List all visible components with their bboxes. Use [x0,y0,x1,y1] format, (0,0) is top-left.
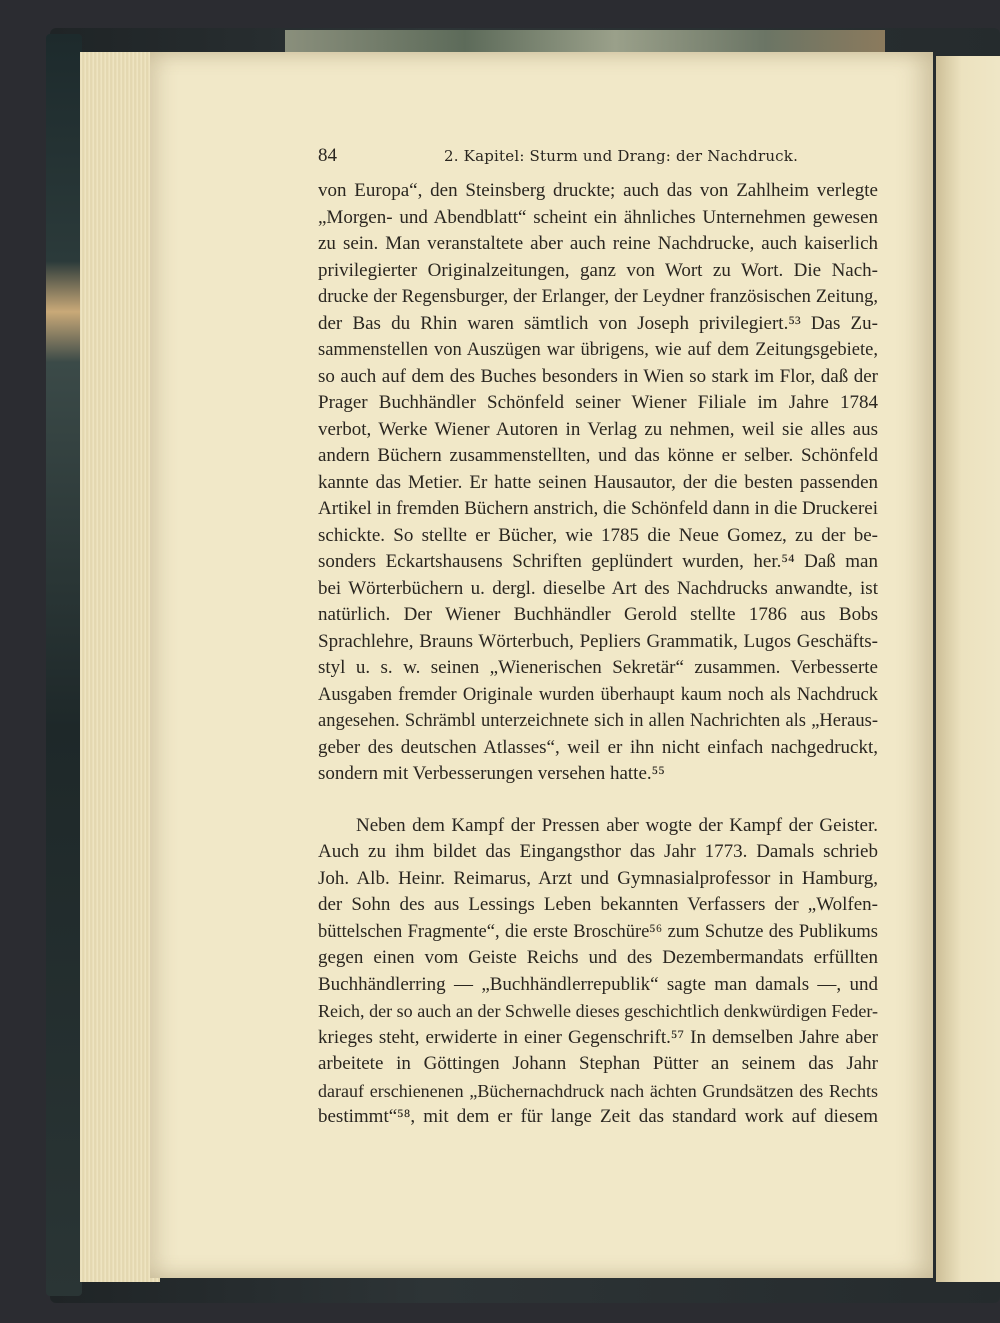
text-line: der Sohn des aus Lessings Leben bekannten Verfassers der „Wolfen- [318,894,878,915]
paragraph [318,813,878,1131]
text-line: sammenstellen von Auszügen war übrigens, wie auf dem Zeitungsgebiete, [318,340,878,360]
page-header [318,145,878,171]
text-line: „Morgen- und Abendblatt“ scheint ein ähnliches Unternehmen gewesen [318,206,878,228]
text-line: Artikel in fremden Büchern anstrich, die Schönfeld dann in die Druckerei [318,498,878,519]
text-line: Reich, der so auch an der Schwelle dieses geschichtlich denkwürdigen Feder- [318,1001,878,1021]
text-line: Neben dem Kampf der Pressen aber wogte der Kampf der Geister. [356,814,878,836]
text-line: sondern mit Verbesserungen versehen hatte.⁵⁵ [318,763,665,784]
marbled-edge [285,30,885,54]
text-line: kannte das Metier. Er hatte seinen Hausautor, der die besten passenden [318,471,878,493]
text-line: bestimmt“⁵⁸, mit dem er für lange Zeit das standard work auf diesem [318,1106,878,1127]
text-line: krieges steht, erwiderte in einer Gegenschrift.⁵⁷ In demselben Jahre aber [318,1026,878,1048]
text-line: der Bas du Rhin waren sämtlich von Joseph privilegiert.⁵³ Das Zu- [318,312,878,334]
body-text [318,178,878,1131]
text-line: styl u. s. w. seinen „Wienerischen Sekretär“ zusammen. Verbesserte [318,657,878,678]
text-line: schickte. So stellte er Bücher, wie 1785 die Neue Gomez, zu der be- [318,524,878,546]
facing-page-edge [936,56,1000,1282]
text-line: bei Wörterbüchern u. dergl. dieselbe Art des Nachdrucks anwandte, ist [318,577,878,599]
text-line: privilegierter Originalzeitungen, ganz von Wort zu Wort. Die Nach- [318,259,878,281]
page-number: 84 [318,145,337,166]
text-line: büttelschen Fragmente“, die erste Broschüre⁵⁶ zum Schutze des Publikums [318,921,878,942]
text-line: angesehen. Schrämbl unterzeichnete sich in allen Nachrichten als „Heraus- [318,711,878,731]
running-title: 2. Kapitel: Sturm und Drang: der Nachdruck. [444,147,799,165]
text-line: Buchhändlerring — „Buchhändlerrepublik“ sagte man damals —, und [318,973,878,995]
text-line: geber des deutschen Atlasses“, weil er ihn nicht einfach nachgedruckt, [318,736,878,758]
text-line: Ausgaben fremder Originale wurden überhaupt kaum noch als Nachdruck [318,684,878,705]
text-line: gegen einen vom Geiste Reichs und des Dezembermandats erfüllten [318,947,878,968]
text-line: darauf erschienenen „Büchernachdruck nach ächten Grundsätzen des Rechts [318,1080,878,1101]
book-spine [46,34,82,1296]
text-line: Sprachlehre, Brauns Wörterbuch, Pepliers Grammatik, Lugos Geschäfts- [318,630,878,652]
text-line: arbeitete in Göttingen Johann Stephan Pütter an seinem das Jahr [318,1053,878,1074]
paragraph [318,178,878,788]
text-line: so auch auf dem des Buches besonders in Wien so stark im Flor, daß der [318,365,878,387]
text-line: Auch zu ihm bildet das Eingangsthor das Jahr 1773. Damals schrieb [318,841,878,862]
text-line: sonders Eckartshausens Schriften geplündert wurden, her.⁵⁴ Daß man [318,551,878,572]
text-line: verbot, Werke Wiener Autoren in Verlag zu nehmen, weil sie alles aus [318,418,878,440]
text-line: andern Büchern zusammenstellten, und das könne er selber. Schönfeld [318,445,878,466]
text-line: zu sein. Man veranstaltete aber auch reine Nachdrucke, auch kaiserlich [318,233,878,254]
text-line: Joh. Alb. Heinr. Reimarus, Arzt und Gymnasialprofessor in Hamburg, [318,867,878,889]
text-line: drucke der Regensburger, der Erlanger, der Leydner französischen Zeitung, [318,287,878,307]
text-line: Prager Buchhändler Schönfeld seiner Wiener Filiale im Jahre 1784 [318,392,878,413]
text-line: natürlich. Der Wiener Buchhändler Gerold stellte 1786 aus Bobs [318,604,878,625]
paragraph-gap [318,788,878,813]
page-stack-edge [80,52,160,1282]
text-line: von Europa“, den Steinsberg druckte; auch das von Zahlheim verlegte [318,180,878,201]
